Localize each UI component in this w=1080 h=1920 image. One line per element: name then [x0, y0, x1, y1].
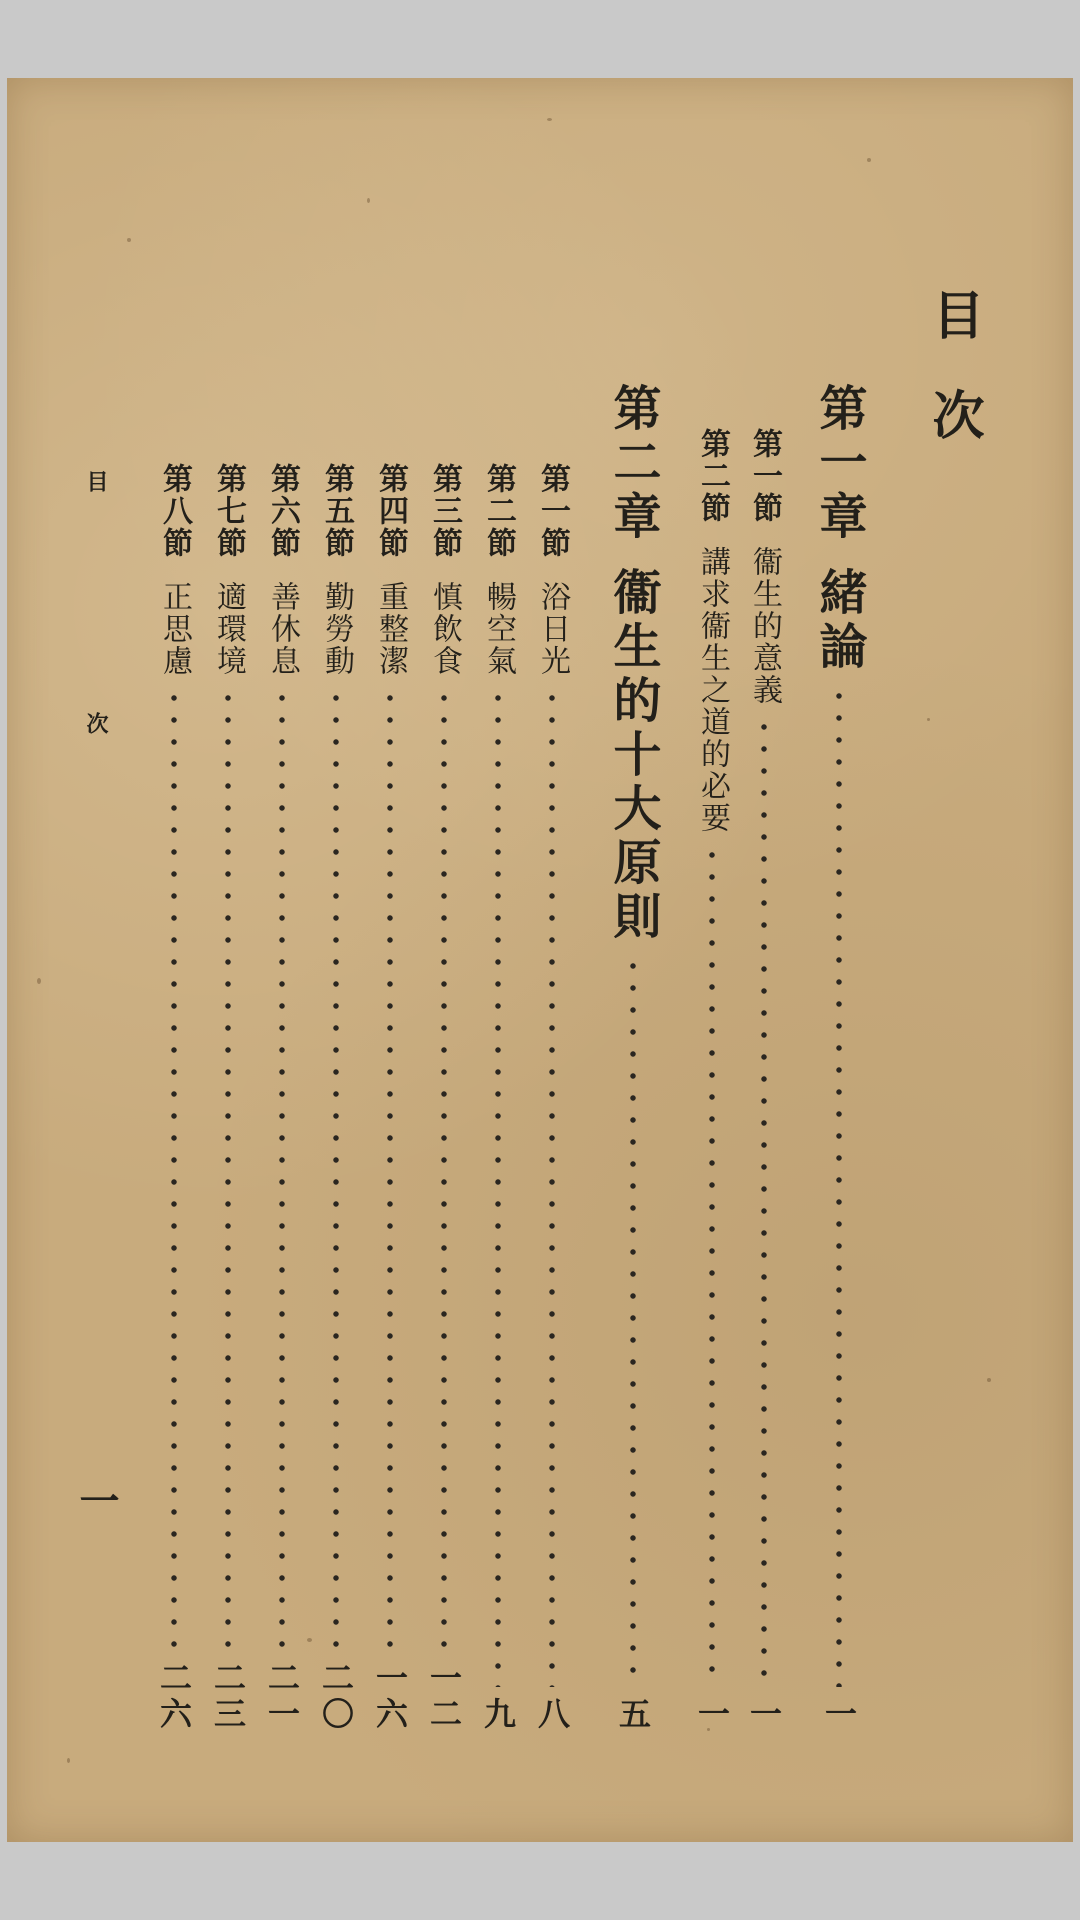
paper-speck — [367, 198, 370, 203]
section-leader-dots — [170, 687, 178, 1651]
footer-page-number-column — [71, 1480, 121, 1520]
section-label: 第五節 — [319, 463, 354, 559]
chapter1-section1-row — [739, 428, 789, 1733]
section-label: 第四節 — [373, 463, 408, 559]
chapter2-section7-row — [203, 463, 253, 1733]
section-page: 二〇 — [317, 1661, 355, 1733]
section-title: 適環境 — [211, 581, 246, 677]
chapter2-section6-row — [257, 463, 307, 1733]
chapter2-section3-row — [419, 463, 469, 1733]
section-page: 一六 — [371, 1661, 409, 1733]
footer-page-number: 一 — [73, 1480, 120, 1520]
paper-speck — [127, 238, 131, 242]
section-page: 二三 — [209, 1661, 247, 1733]
chapter2-title: 衞生的十大原則 — [605, 567, 661, 945]
section-title: 勤勞動 — [319, 581, 354, 677]
section-leader-dots — [278, 687, 286, 1651]
chapter1-leader-dots — [835, 685, 843, 1687]
section-page: 一 — [745, 1697, 783, 1733]
section-label: 第二節 — [695, 428, 730, 524]
section-page: 八 — [533, 1697, 571, 1733]
section-title: 重整潔 — [373, 581, 408, 677]
chapter2-row — [603, 383, 663, 1733]
viewer-bottom-margin — [0, 1842, 1080, 1920]
section-page: 九 — [479, 1697, 517, 1733]
footer-title: 目次 — [83, 470, 109, 954]
chapter2-leader-dots — [629, 955, 637, 1687]
section-title: 正思慮 — [157, 581, 192, 677]
section-label: 第三節 — [427, 463, 462, 559]
section-leader-dots — [224, 687, 232, 1651]
chapter2-section5-row — [311, 463, 361, 1733]
toc-heading: 目次 — [923, 288, 984, 488]
paper-speck — [37, 978, 41, 984]
chapter1-title: 緒論 — [811, 567, 867, 675]
section-leader-dots — [332, 687, 340, 1651]
section-title: 善休息 — [265, 581, 300, 677]
paper-speck — [987, 1378, 991, 1382]
section-label: 第七節 — [211, 463, 246, 559]
toc-heading-column — [918, 288, 988, 488]
chapter1-label: 第一章 — [811, 383, 867, 545]
section-page: 二六 — [155, 1661, 193, 1733]
chapter2-label: 第二章 — [605, 383, 661, 545]
section-label: 第二節 — [481, 463, 516, 559]
paper-speck — [927, 718, 930, 721]
section-label: 第八節 — [157, 463, 192, 559]
section-leader-dots — [708, 844, 716, 1687]
section-title: 講求衞生之道的必要 — [695, 546, 730, 834]
viewer-top-margin — [0, 0, 1080, 78]
chapter2-section2-row — [473, 463, 523, 1733]
section-label: 第一節 — [747, 428, 782, 524]
chapter2-section4-row — [365, 463, 415, 1733]
section-leader-dots — [494, 687, 502, 1687]
chapter2-page: 五 — [614, 1697, 652, 1733]
footer-running-title — [71, 470, 121, 954]
section-page: 一二 — [425, 1661, 463, 1733]
chapter2-section8-row — [149, 463, 199, 1733]
chapter2-section1-row — [527, 463, 577, 1733]
section-leader-dots — [760, 716, 768, 1687]
document-page — [7, 78, 1073, 1842]
section-label: 第六節 — [265, 463, 300, 559]
paper-speck — [867, 158, 871, 162]
paper-speck — [547, 118, 552, 121]
section-title: 慎飲食 — [427, 581, 462, 677]
section-title: 暢空氣 — [481, 581, 516, 677]
section-leader-dots — [548, 687, 556, 1687]
section-page: 二一 — [263, 1661, 301, 1733]
chapter1-row — [809, 383, 869, 1733]
chapter1-section2-row — [687, 428, 737, 1733]
section-leader-dots — [440, 687, 448, 1651]
section-title: 浴日光 — [535, 581, 570, 677]
section-title: 衞生的意義 — [747, 546, 782, 706]
paper-speck — [67, 1758, 70, 1763]
section-label: 第一節 — [535, 463, 570, 559]
chapter1-page: 一 — [820, 1697, 858, 1733]
section-leader-dots — [386, 687, 394, 1651]
section-page: 一 — [693, 1697, 731, 1733]
